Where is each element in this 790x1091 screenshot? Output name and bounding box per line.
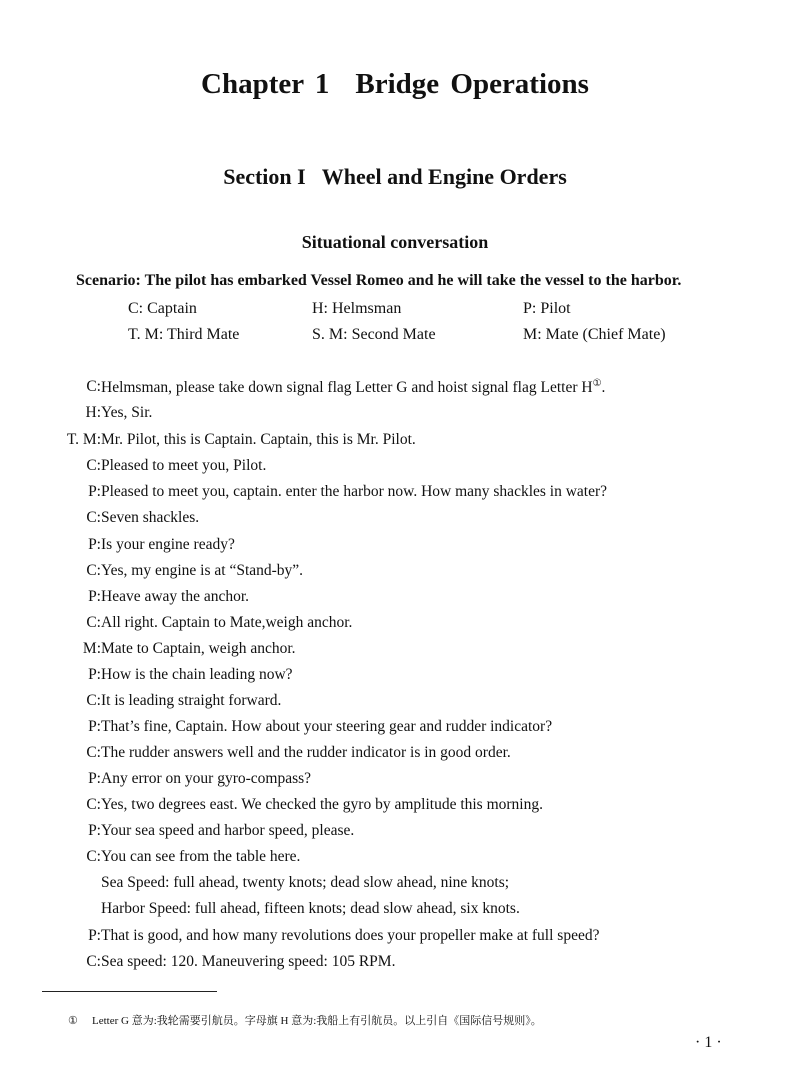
dialogue-line bbox=[86, 744, 511, 762]
line-text: Heave away the anchor. bbox=[101, 588, 250, 605]
speaker: P: bbox=[88, 666, 101, 683]
speaker: C: bbox=[86, 614, 101, 631]
dialogue-line bbox=[86, 614, 353, 632]
section-name: Wheel and Engine Orders bbox=[321, 164, 567, 189]
speaker: C: bbox=[86, 457, 101, 474]
line-text: Mr. Pilot, this is Captain. Captain, this is Mr. Pilot. bbox=[101, 431, 416, 448]
cast-third-mate: T. M: Third Mate bbox=[128, 326, 240, 343]
speaker: C: bbox=[86, 744, 101, 761]
speaker: P: bbox=[88, 822, 101, 839]
section-label: Section I bbox=[223, 164, 306, 189]
dialogue-line bbox=[86, 509, 200, 527]
dialogue-line bbox=[88, 927, 600, 945]
footnote-divider bbox=[42, 991, 217, 992]
line-text: Sea speed: 120. Maneuvering speed: 105 RPM. bbox=[101, 953, 396, 970]
speed-table-line bbox=[101, 874, 509, 892]
dialogue-line bbox=[86, 692, 282, 710]
line-text: Sea Speed: full ahead, twenty knots; dead slow ahead, nine knots; bbox=[101, 874, 510, 891]
dialogue-line bbox=[85, 404, 153, 422]
cast-pilot: P: Pilot bbox=[523, 300, 571, 317]
speaker: T. M: bbox=[66, 431, 101, 448]
cast-mate: M: Mate (Chief Mate) bbox=[523, 326, 666, 343]
line-text: Yes, my engine is at “Stand-by”. bbox=[101, 562, 304, 579]
dialogue-line bbox=[88, 718, 553, 736]
cast-captain: C: Captain bbox=[128, 300, 197, 317]
speed-table-line bbox=[101, 900, 520, 918]
line-text: Seven shackles. bbox=[101, 509, 200, 526]
footnote-text: Letter G 意为:我轮需要引航员。字母旗 H 意为:我船上有引航员。以上引自《国际信号规则》。 bbox=[92, 1015, 542, 1027]
line-text: Yes, Sir. bbox=[101, 404, 153, 421]
line-text: You can see from the table here. bbox=[101, 848, 301, 865]
speaker: C: bbox=[86, 692, 101, 709]
dialogue-line bbox=[88, 666, 293, 684]
chapter-label: Chapter 1 bbox=[201, 68, 330, 100]
speaker: P: bbox=[88, 536, 101, 553]
dialogue-line bbox=[88, 536, 235, 554]
speaker: C: bbox=[86, 509, 101, 526]
speaker: P: bbox=[88, 770, 101, 787]
chapter-name: Bridge Operations bbox=[355, 68, 589, 100]
dialogue-line bbox=[88, 822, 355, 840]
chapter-title bbox=[0, 68, 790, 101]
dialogue-line bbox=[86, 796, 543, 814]
line-text: Your sea speed and harbor speed, please. bbox=[101, 822, 355, 839]
line-text: Harbor Speed: full ahead, fifteen knots; dead slow ahead, six knots. bbox=[101, 900, 520, 917]
speaker: P: bbox=[88, 927, 101, 944]
speaker: M: bbox=[82, 640, 101, 657]
section-title bbox=[0, 164, 790, 190]
speaker: P: bbox=[88, 588, 101, 605]
line-text: Pleased to meet you, Pilot. bbox=[101, 457, 267, 474]
dialogue-line bbox=[88, 483, 608, 501]
dialogue-line bbox=[86, 848, 301, 866]
page-number: · 1 · bbox=[695, 1034, 722, 1051]
line-text: All right. Captain to Mate,weigh anchor. bbox=[101, 614, 353, 631]
line-text: Mate to Captain, weigh anchor. bbox=[101, 640, 296, 657]
speaker: C: bbox=[86, 378, 101, 395]
speaker: P: bbox=[88, 483, 101, 500]
speaker: C: bbox=[86, 796, 101, 813]
line-text: Helmsman, please take down signal flag Letter G and hoist signal flag Letter H bbox=[101, 379, 593, 397]
line-text: Yes, two degrees east. We checked the gyro by amplitude this morning. bbox=[101, 796, 543, 813]
speaker: C: bbox=[86, 953, 101, 970]
footnote bbox=[68, 1012, 542, 1028]
dialogue-line: C: Helmsman, please take down signal flag Letter G and hoist signal flag Letter H①. bbox=[86, 378, 606, 397]
scenario: Scenario: The pilot has embarked Vessel Romeo and he will take the vessel to the harbor. bbox=[76, 272, 682, 289]
speaker: C: bbox=[86, 848, 101, 865]
speaker: C: bbox=[86, 562, 101, 579]
line-text: The rudder answers well and the rudder indicator is in good order. bbox=[101, 744, 511, 761]
line-text: Pleased to meet you, captain. enter the harbor now. How many shackles in water? bbox=[101, 483, 608, 500]
footnote-mark: ① bbox=[68, 1015, 78, 1027]
line-text: Is your engine ready? bbox=[101, 536, 235, 553]
speaker: P: bbox=[88, 718, 101, 735]
dialogue-line bbox=[88, 770, 312, 788]
line-text: It is leading straight forward. bbox=[101, 692, 282, 709]
subtitle: Situational conversation bbox=[301, 232, 489, 252]
dialogue-line bbox=[82, 640, 296, 658]
dialogue-line bbox=[88, 588, 250, 606]
dialogue-line bbox=[86, 457, 267, 475]
line-text: Any error on your gyro-compass? bbox=[101, 770, 312, 787]
cast-second-mate: S. M: Second Mate bbox=[312, 326, 436, 343]
line-text: How is the chain leading now? bbox=[101, 666, 293, 683]
line-text: That’s fine, Captain. How about your steering gear and rudder indicator? bbox=[101, 718, 553, 735]
dialogue-line bbox=[66, 431, 416, 449]
cast-helmsman: H: Helmsman bbox=[312, 300, 402, 317]
dialogue-line bbox=[86, 562, 304, 580]
footnote-ref: ① bbox=[592, 378, 602, 389]
dialogue-line bbox=[86, 953, 396, 971]
speaker: H: bbox=[85, 404, 101, 421]
line-text: That is good, and how many revolutions does your propeller make at full speed? bbox=[101, 927, 600, 944]
